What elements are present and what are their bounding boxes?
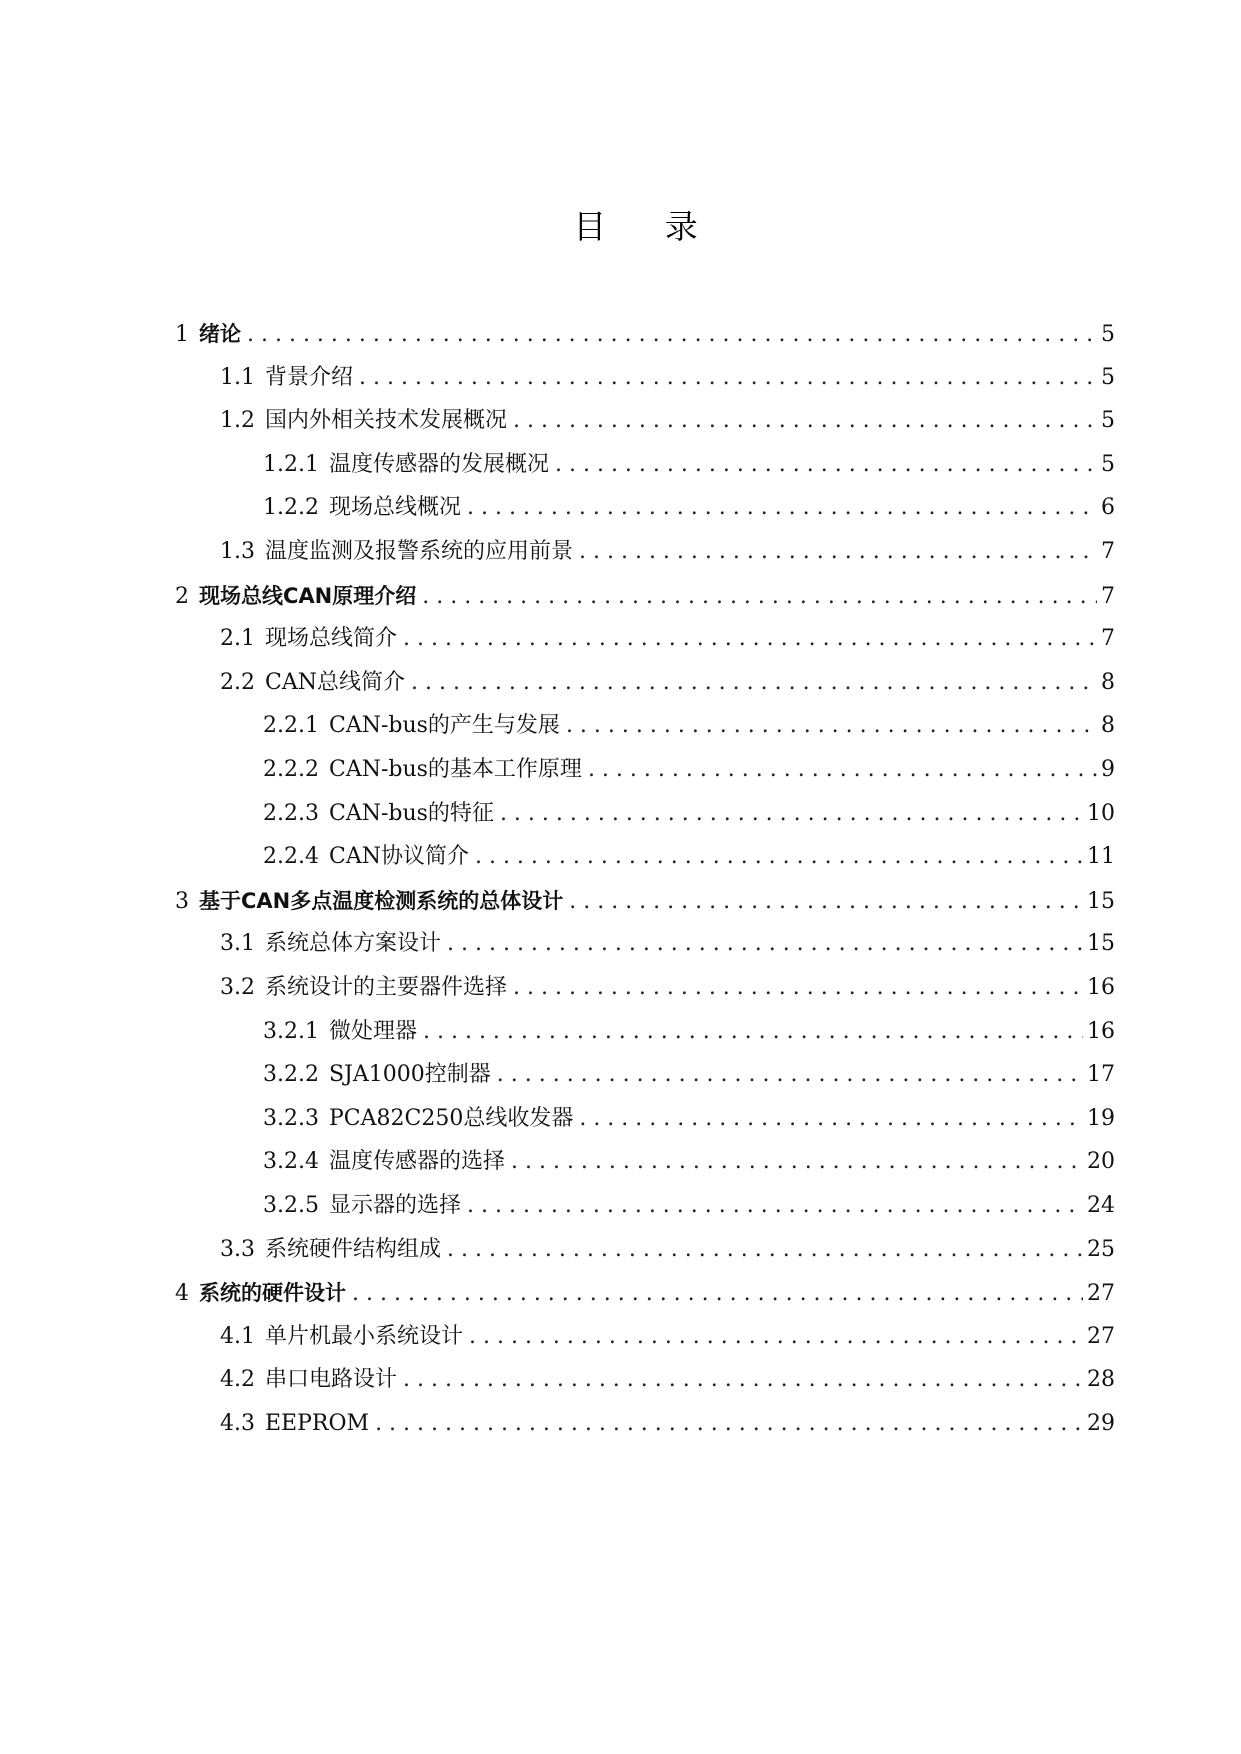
toc-entry-page-number: 17 — [1087, 1062, 1115, 1088]
toc-entry[interactable] — [263, 1051, 1115, 1099]
toc-entry-title: PCA82C250总线收发器 — [328, 1105, 574, 1131]
toc-entry-number: 3.3 — [220, 1236, 255, 1262]
toc-entry[interactable] — [263, 1095, 1115, 1143]
toc-entry-number: 2.1 — [220, 626, 255, 652]
toc-dot-leader — [467, 1182, 1083, 1230]
toc-entry-page-number: 19 — [1087, 1105, 1115, 1131]
toc-entry-number: 4.3 — [220, 1411, 255, 1436]
toc-entry-number: 3.2 — [220, 975, 255, 1000]
toc-entry-page-number: 24 — [1087, 1193, 1115, 1218]
toc-entry-page-number: 5 — [1101, 364, 1115, 390]
toc-entry-page-number: 15 — [1087, 931, 1115, 957]
toc-entry-title: 系统设计的主要器件选择 — [265, 975, 508, 1000]
toc-entry-number: 3.2.2 — [263, 1062, 319, 1088]
toc-entry-title: 单片机最小系统设计 — [265, 1323, 464, 1349]
toc-entry[interactable] — [263, 1138, 1115, 1186]
toc-dot-leader — [513, 397, 1097, 445]
toc-entry-number: 2.2.3 — [263, 800, 319, 826]
toc-entry-title: 系统硬件结构组成 — [265, 1236, 442, 1262]
toc-entry-title: 现场总线简介 — [265, 626, 398, 652]
toc-entry-number: 3.2.1 — [263, 1018, 319, 1044]
toc-entry[interactable] — [220, 659, 1115, 707]
toc-entry-title: SJA1000控制器 — [328, 1062, 491, 1088]
toc-entry-title: CAN协议简介 — [328, 844, 469, 870]
toc-entry[interactable] — [175, 1269, 1115, 1317]
toc-dot-leader — [352, 1270, 1083, 1317]
toc-entry-page-number: 7 — [1101, 626, 1115, 652]
toc-entry-title: 温度传感器的发展概况 — [328, 451, 549, 477]
toc-entry-page-number: 8 — [1101, 669, 1115, 695]
toc-dot-leader — [247, 311, 1097, 358]
toc-entry-number: 3.2.4 — [263, 1149, 319, 1175]
toc-dot-leader — [511, 1138, 1083, 1186]
toc-entry-number: 1 — [175, 322, 189, 347]
toc-entry-title: 温度监测及报警系统的应用前景 — [265, 539, 574, 564]
toc-entry[interactable] — [263, 790, 1115, 838]
toc-entry[interactable] — [263, 833, 1115, 881]
toc-entry-title: 现场总线概况 — [328, 495, 461, 521]
toc-dot-leader — [475, 833, 1083, 881]
toc-entry-number: 2.2.4 — [263, 844, 319, 870]
toc-entry-page-number: 10 — [1087, 800, 1115, 826]
toc-entry[interactable] — [263, 702, 1115, 750]
toc-entry-title: 绪论 — [199, 322, 241, 346]
toc-entry[interactable] — [175, 877, 1115, 925]
toc-entry[interactable] — [263, 746, 1115, 794]
toc-entry-page-number: 16 — [1087, 975, 1115, 1000]
toc-dot-leader — [500, 790, 1083, 838]
toc-entry-number: 2.2 — [220, 669, 255, 695]
toc-entry-title: CAN-bus的特征 — [328, 800, 494, 826]
toc-entry-number: 2.2.1 — [263, 713, 319, 739]
toc-entry-page-number: 5 — [1101, 408, 1115, 434]
toc-entry[interactable] — [220, 1226, 1115, 1274]
toc-dot-leader — [422, 573, 1097, 620]
toc-dot-leader — [588, 746, 1097, 794]
toc-dot-leader — [423, 1008, 1083, 1056]
toc-entry-title: CAN-bus的基本工作原理 — [328, 757, 582, 782]
toc-entry-number: 2 — [175, 583, 189, 609]
toc-dot-leader — [513, 964, 1083, 1012]
toc-dot-leader — [359, 354, 1097, 402]
toc-entry-number: 3.1 — [220, 931, 255, 957]
toc-dot-leader — [569, 878, 1083, 925]
toc-entry-number: 4.2 — [220, 1367, 255, 1393]
toc-entry[interactable] — [263, 1008, 1115, 1056]
toc-entry[interactable] — [263, 1182, 1115, 1230]
toc-entry-title: 串口电路设计 — [265, 1367, 398, 1393]
toc-entry[interactable] — [220, 1400, 1115, 1448]
toc-dot-leader — [375, 1400, 1083, 1448]
toc-entry-number: 1.2.1 — [263, 451, 319, 477]
toc-dot-leader — [447, 920, 1083, 968]
toc-entry-title: 微处理器 — [328, 1018, 417, 1044]
toc-entry[interactable] — [220, 354, 1115, 402]
toc-entry-page-number: 7 — [1101, 539, 1115, 564]
toc-entry[interactable] — [220, 1356, 1115, 1404]
toc-entry-number: 4.1 — [220, 1323, 255, 1349]
toc-dot-leader — [579, 528, 1097, 576]
toc-entry-page-number: 27 — [1087, 1281, 1115, 1307]
toc-dot-leader — [579, 1095, 1083, 1143]
toc-entry-page-number: 11 — [1087, 844, 1115, 870]
toc-dot-leader — [555, 441, 1097, 489]
toc-entry[interactable] — [220, 920, 1115, 968]
toc-entry-title: 显示器的选择 — [328, 1193, 461, 1218]
toc-entry-number: 1.3 — [220, 539, 255, 564]
toc-entry-title: EEPROM — [265, 1411, 370, 1436]
toc-entry[interactable] — [220, 397, 1115, 445]
toc-entry-title: 系统总体方案设计 — [265, 931, 442, 957]
toc-entry-page-number: 6 — [1101, 495, 1115, 521]
toc-entry-number: 4 — [175, 1281, 189, 1307]
toc-entry-title: 背景介绍 — [265, 364, 354, 390]
toc-dot-leader — [497, 1051, 1083, 1099]
toc-entry-title: CAN总线简介 — [265, 669, 405, 695]
toc-entry-number: 1.2 — [220, 408, 255, 434]
toc-entry-title: CAN-bus的产生与发展 — [328, 713, 560, 739]
toc-entry-page-number: 8 — [1101, 713, 1115, 739]
toc-entry-title: 国内外相关技术发展概况 — [265, 408, 508, 434]
toc-entry-number: 1.2.2 — [263, 495, 319, 521]
toc-entry-page-number: 15 — [1087, 888, 1115, 914]
toc-entry[interactable] — [220, 964, 1115, 1012]
toc-entry-page-number: 16 — [1087, 1018, 1115, 1044]
toc-entry-number: 3 — [175, 888, 189, 914]
toc-entry-page-number: 20 — [1087, 1149, 1115, 1175]
toc-entry[interactable] — [263, 441, 1115, 489]
toc-entry-title: 温度传感器的选择 — [328, 1149, 505, 1175]
toc-entry-page-number: 5 — [1101, 451, 1115, 477]
toc-entry-number: 3.2.3 — [263, 1105, 319, 1131]
toc-entry-number: 2.2.2 — [263, 757, 319, 782]
toc-entry[interactable] — [175, 310, 1115, 358]
toc-entry[interactable] — [175, 572, 1115, 620]
toc-entry[interactable] — [220, 1313, 1115, 1361]
toc-entry-page-number: 7 — [1101, 583, 1115, 609]
toc-dot-leader — [411, 659, 1097, 707]
toc-entry-number: 3.2.5 — [263, 1193, 319, 1218]
toc-entry-page-number: 25 — [1087, 1236, 1115, 1262]
toc-entry-title: 基于CAN多点温度检测系统的总体设计 — [199, 888, 564, 913]
toc-dot-leader — [447, 1226, 1083, 1274]
toc-entry-title: 现场总线CAN原理介绍 — [199, 583, 417, 608]
toc-entry-title: 系统的硬件设计 — [199, 1281, 346, 1306]
toc-entry-number: 1.1 — [220, 364, 255, 390]
toc-entry-page-number: 27 — [1087, 1323, 1115, 1349]
toc-title: 目 录 — [573, 207, 722, 246]
toc-dot-leader — [566, 702, 1097, 750]
toc-dot-leader — [469, 1313, 1083, 1361]
toc-entry[interactable] — [220, 615, 1115, 663]
toc-dot-leader — [403, 1356, 1083, 1404]
toc-entry[interactable] — [220, 528, 1115, 576]
toc-entry[interactable] — [263, 484, 1115, 532]
toc-dot-leader — [467, 484, 1097, 532]
toc-entry-page-number: 9 — [1101, 757, 1115, 782]
toc-entry-page-number: 28 — [1087, 1367, 1115, 1393]
toc-entry-page-number: 5 — [1101, 322, 1115, 347]
toc-dot-leader — [403, 615, 1097, 663]
toc-entry-page-number: 29 — [1087, 1411, 1115, 1436]
